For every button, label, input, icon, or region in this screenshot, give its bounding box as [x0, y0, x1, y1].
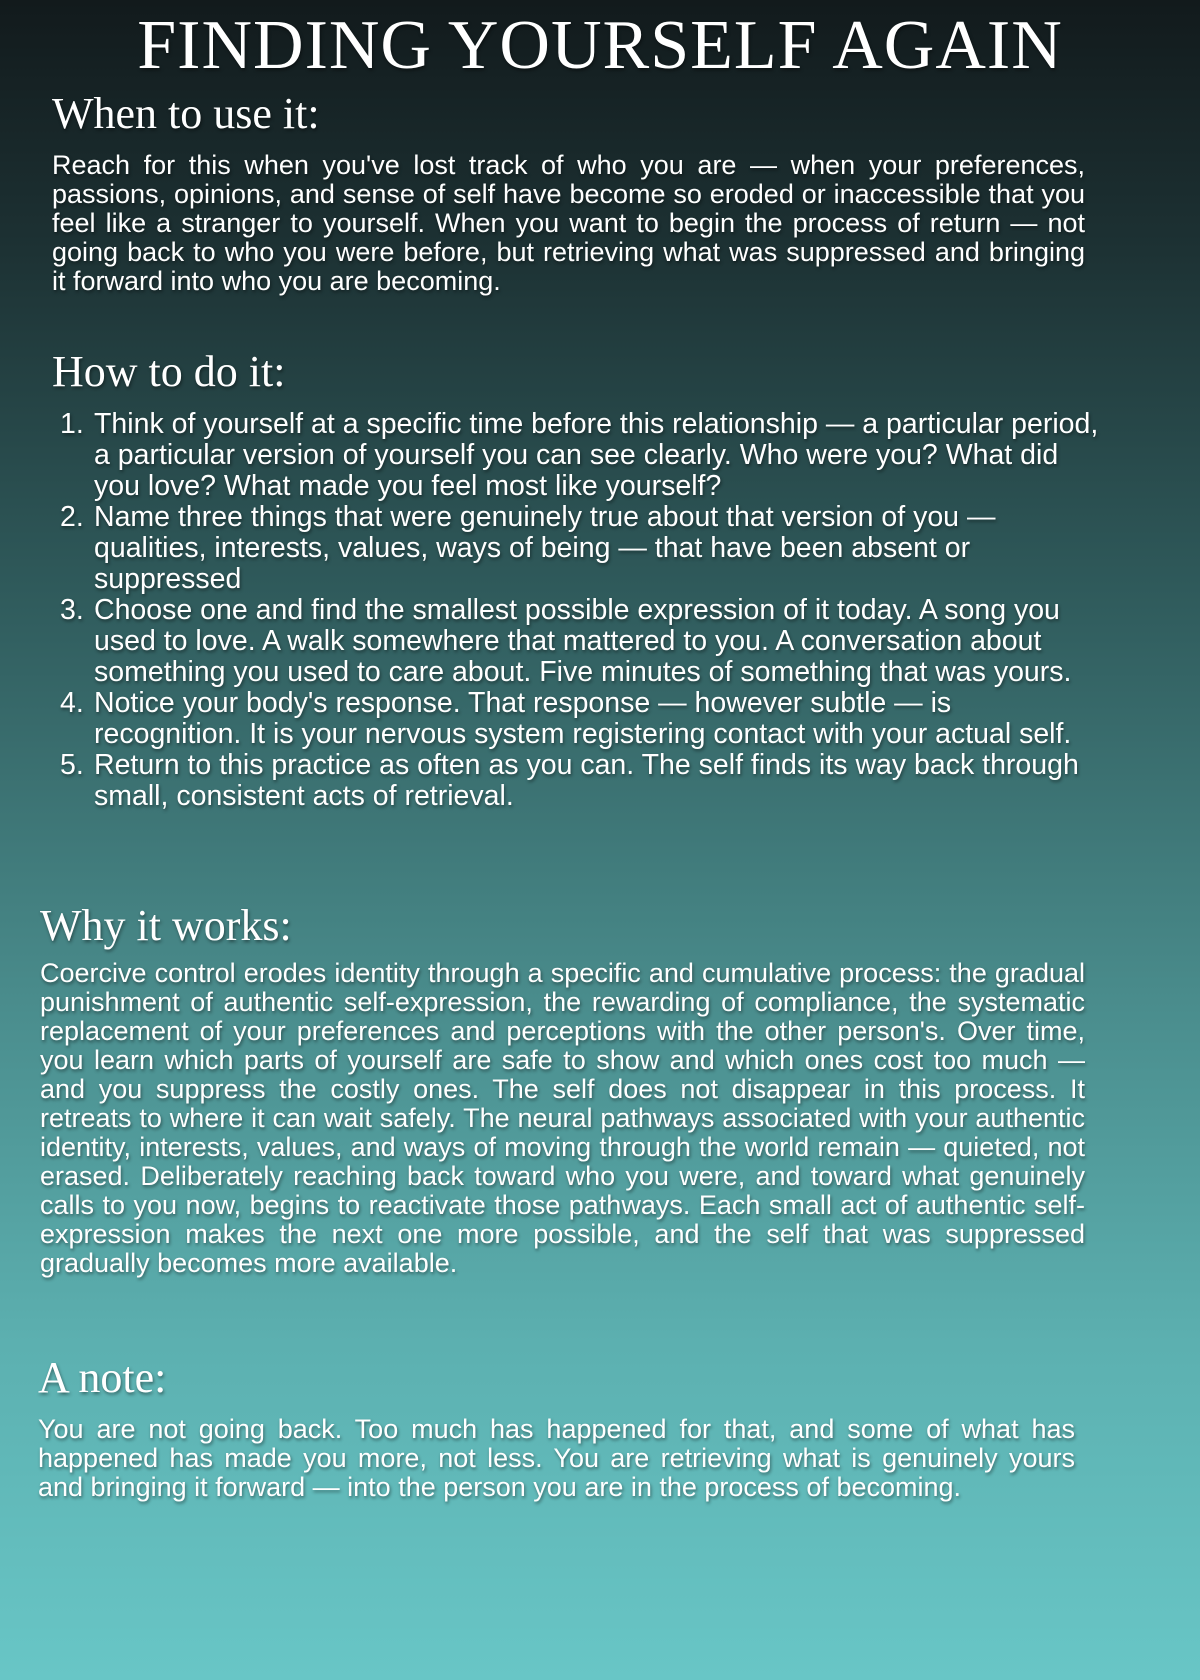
note-heading: A note: — [38, 1353, 167, 1402]
how-heading: How to do it: — [52, 347, 286, 396]
note-body: You are not going back. Too much has happened for that, and some of what has happened has made you more, not less. You are retrieving what is genuinely yours and bringing it forward — into the person you are in the process of becoming. — [38, 1414, 1075, 1502]
when-heading: When to use it: — [52, 89, 320, 138]
step-item — [60, 750, 1100, 812]
when-body: Reach for this when you've lost track of who you are — when your preferences, passions, opinions, and sense of self have become so eroded or inaccessible that you feel like a stranger to yourself. When you want to begin the process of return — not going back to who you were before, but retrieving what was suppressed and bringing it forward into who you are becoming. — [52, 150, 1085, 296]
step-item — [60, 595, 1100, 688]
step-item — [60, 409, 1100, 502]
step-text: Return to this practice as often as you can. The self finds its way back through small, consistent acts of retrieval. — [94, 749, 1079, 812]
step-number: 3. — [60, 594, 84, 626]
step-text: Think of yourself at a specific time before this relationship — a particular period, a particular version of yourself you can see clearly. Who were you? What did you love? What made you feel most like yourself? — [94, 408, 1099, 502]
steps-list — [60, 409, 1100, 812]
step-number: 5. — [60, 749, 84, 781]
step-text: Name three things that were genuinely true about that version of you — qualities, interests, values, ways of being — that have been absent or suppressed — [94, 501, 996, 595]
step-text: Choose one and find the smallest possible expression of it today. A song you used to love. A walk somewhere that mattered to you. A conversation about something you used to care about. Five minutes of something that was yours. — [94, 594, 1072, 688]
when-section — [52, 88, 1085, 296]
step-text: Notice your body's response. That response — however subtle — is recognition. It is your nervous system registering contact with your actual self. — [94, 687, 1072, 750]
step-number: 2. — [60, 501, 84, 533]
note-section — [38, 1352, 1075, 1502]
step-number: 1. — [60, 408, 84, 440]
why-heading: Why it works: — [40, 901, 292, 950]
step-number: 4. — [60, 687, 84, 719]
how-section — [52, 346, 1100, 812]
why-section — [40, 900, 1085, 1278]
page-title: FINDING YOURSELF AGAIN — [137, 7, 1063, 84]
step-item — [60, 502, 1100, 595]
why-body: Coercive control erodes identity through a specific and cumulative process: the gradual punishment of authentic self-expression, the rewarding of compliance, the systematic replacement of your preferences and perceptions with the other person's. Over time, you learn which parts of yourself are safe to show and which ones cost too much — and you suppress the costly ones. The self does not disappear in this process. It retreats to where it can wait safely. The neural pathways associated with your authentic identity, interests, values, and ways of moving through the world remain — quieted, not erased. Deliberately reaching back toward who you were, and toward what genuinely calls to you now, begins to reactivate those pathways. Each small act of authentic self-expression makes the next one more possible, and the self that was suppressed gradually becomes more available. — [40, 958, 1085, 1278]
step-item — [60, 688, 1100, 750]
